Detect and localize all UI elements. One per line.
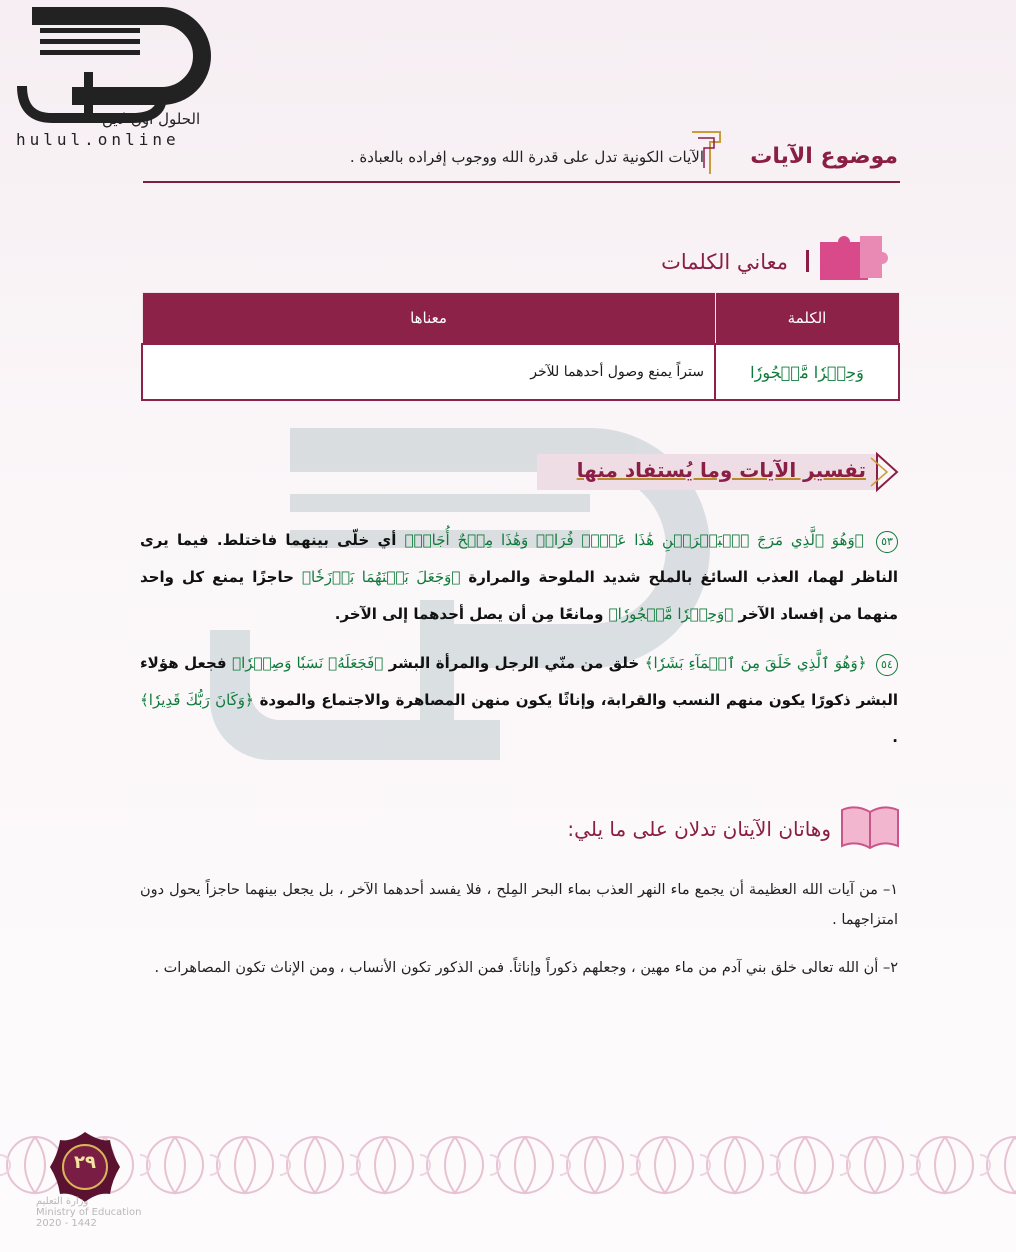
tafsir-paragraph-53 [140, 522, 898, 633]
quran-text: ﴿وَحِجۡرٗا مَّحۡجُورٗا﴾ [608, 605, 734, 623]
tafsir-text: أي خلّى بينهما فاختلط. فيما يرى الناظر لهما، العذب السائغ بالملح شديد الملوحة والمرارة [140, 531, 898, 586]
word-cell: وَحِجۡرٗا مَّحۡجُورٗا [715, 344, 899, 400]
quran-text: ﴿فَجَعَلَهُۥ نَسَبٗا وَصِهۡرٗا﴾ [232, 654, 384, 672]
tafsir-text: . [892, 728, 898, 746]
logo-arabic-text: الحلول اون لاين [102, 110, 201, 128]
tafsir-text: فجعل هؤلاء البشر ذكورًا يكون منهم النسب والقرابة، وإناثًا يكون منهن المصاهرة والاجتماع والمودة [140, 654, 898, 709]
footer-ornament [0, 1120, 1016, 1252]
points-title: وهاتان الآيتان تدلان على ما يلي: [567, 817, 831, 841]
site-logo [12, 6, 212, 156]
tafsir-text: حاجزًا يمنع كل واحد منهما من إفساد الآخر [140, 568, 898, 623]
tafsir-text: ومانعًا مِن أن يصل أحدهما إلى الآخر. [334, 605, 604, 623]
puzzle-icon [800, 228, 900, 284]
header-word: الكلمة [715, 293, 899, 345]
meanings-title: معاني الكلمات [661, 250, 788, 274]
tafsir-text: خلق من منّي الرجل والمرأة البشر [388, 654, 640, 672]
tafsir-paragraph-54 [140, 645, 898, 756]
point-item: ١– من آيات الله العظيمة أن يجمع ماء النهر العذب بماء البحر المِلح ، فلا يفسد أحدهما الآخر ، بل يجعل بينهما حاجزاً يحول دون امتزاجهما . [140, 882, 898, 928]
ministry-label [36, 1196, 141, 1229]
verse-number: ٥٣ [876, 531, 898, 553]
tafsir-title: تفسير الآيات وما يُستفاد منها [576, 458, 866, 482]
quran-text: ﴿وَجَعَلَ بَيۡنَهُمَا بَرۡزَخٗا﴾ [301, 568, 461, 586]
topic-divider [143, 181, 900, 183]
words-table [141, 292, 900, 401]
table-row [142, 344, 899, 400]
ministry-arabic: وزارة التعليم [36, 1196, 89, 1207]
book-icon [838, 800, 902, 852]
verse-number: ٥٤ [876, 654, 898, 676]
topic-text: الآيات الكونية تدل على قدرة الله ووجوب إفراده بالعبادة . [349, 148, 704, 166]
meaning-cell: ستراً يمنع وصول أحدهما للآخر [142, 344, 715, 400]
point-item: ٢– أن الله تعالى خلق بني آدم من ماء مهين ، وجعلهم ذكوراً وإناثاً. فمن الذكور تكون الأنساب ، ومن الإناث تكون المصاهرات . [154, 960, 898, 976]
quran-text: ﴿وَهُوَ ٱلَّذِي خَلَقَ مِنَ ٱلۡمَآءِ بَشَرٗا﴾ [644, 654, 867, 672]
header-meaning: معناها [142, 293, 715, 345]
topic-title: موضوع الآيات [750, 144, 898, 169]
page-number: ٢٩ [74, 1152, 96, 1173]
ministry-year: 2020 - 1442 [36, 1218, 97, 1229]
quran-text: ﴿وَهُوَ ٱلَّذِي مَرَجَ ٱلۡبَحۡرَيۡنِ هَٰذَا عَذۡبٞ فُرَاتٞ وَهَٰذَا مِلۡحٌ أُجَاجٞ﴾ [404, 531, 864, 549]
ministry-english: Ministry of Education [36, 1207, 142, 1218]
logo-mark [12, 6, 212, 126]
logo-latin-text: hulul.online [16, 130, 180, 149]
table-header-row [142, 293, 899, 345]
quran-text: ﴿وَكَانَ رَبُّكَ قَدِيرٗا﴾ [140, 691, 254, 709]
